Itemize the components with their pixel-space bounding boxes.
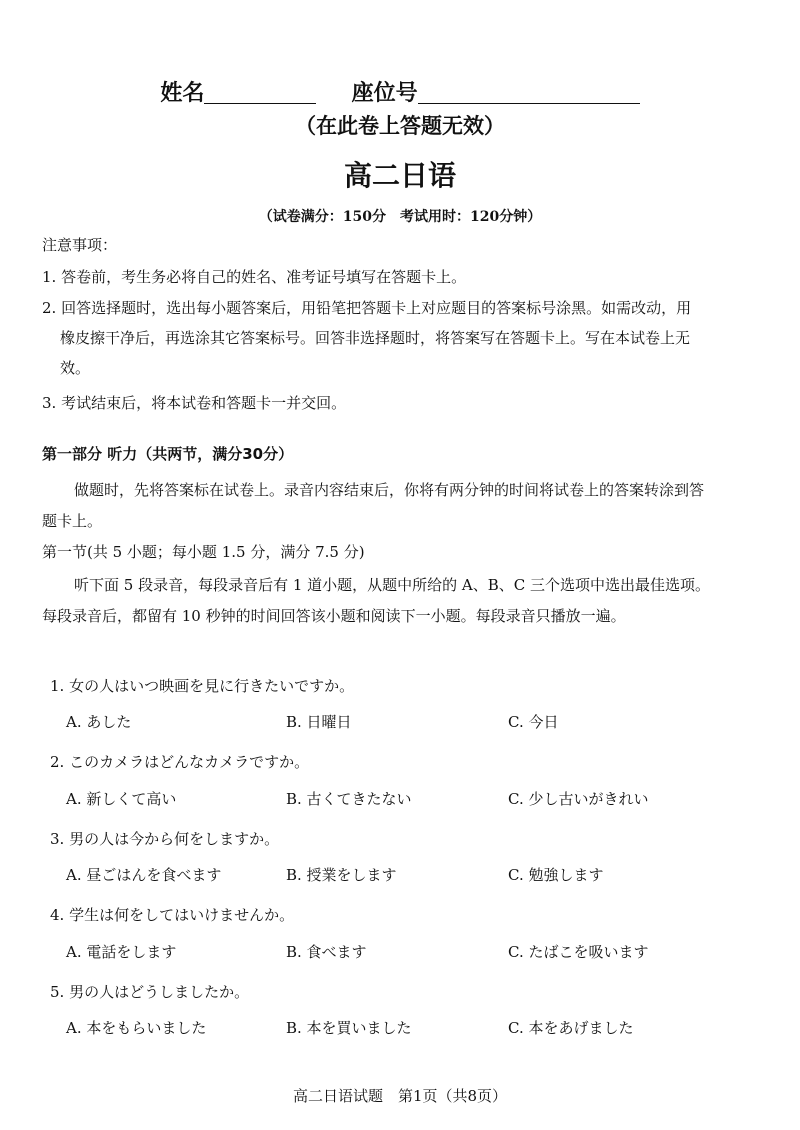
- option-b: B. 日曜日: [286, 713, 352, 731]
- notice-item-2-end: 效。: [60, 359, 91, 377]
- question-4-options: [66, 941, 766, 963]
- option-a: A. 電話をします: [66, 943, 177, 961]
- question-3: 3. 男の人は今から何をしますか。: [50, 830, 280, 848]
- option-c: C. 今日: [508, 713, 559, 731]
- option-b: B. 本を買いました: [286, 1019, 412, 1037]
- page-title: 高二日语: [343, 159, 456, 192]
- option-a: A. あした: [66, 713, 132, 731]
- option-c: C. 少し古いがきれい: [508, 790, 649, 808]
- seat-blank: [418, 81, 640, 104]
- part1-instruction-cont: 题卡上。: [42, 512, 103, 530]
- notice-item-1: 1. 答卷前，考生务必将自己的姓名、准考证号填写在答题卡上。: [42, 268, 467, 286]
- exam-info: （试卷满分：150分 考试用时：120分钟）: [258, 209, 542, 225]
- option-b: B. 食べます: [286, 943, 367, 961]
- name-blank: [204, 81, 316, 104]
- option-b: B. 授業をします: [286, 866, 397, 884]
- section-heading: 第一节(共 5 小题；每小题 1.5 分，满分 7.5 分): [42, 543, 365, 561]
- invalid-note: （在此卷上答题无效）: [295, 114, 505, 138]
- option-c: C. 本をあげました: [508, 1019, 634, 1037]
- question-3-options: [66, 864, 766, 886]
- name-label: 姓名: [160, 81, 205, 106]
- question-2: 2. このカメラはどんなカメラですか。: [50, 753, 310, 771]
- option-a: A. 新しくて高い: [66, 790, 177, 808]
- option-a: A. 昼ごはんを食べます: [66, 866, 222, 884]
- question-1-options: [66, 711, 766, 733]
- notice-item-2-cont: 橡皮擦干净后，再选涂其它答案标号。回答非选择题时，将答案写在答题卡上。写在本试卷上无: [60, 329, 691, 347]
- section-instruction-cont: 每段录音后，都留有 10 秒钟的时间回答该小题和阅读下一小题。每段录音只播放一遍。: [42, 607, 626, 625]
- option-c: C. 勉強します: [508, 866, 604, 884]
- page-footer: 高二日语试题 第1页（共8页）: [292, 1087, 508, 1105]
- part1-instruction: 做题时，先将答案标在试卷上。录音内容结束后，你将有两分钟的时间将试卷上的答案转涂到答: [74, 481, 705, 499]
- name-seat-row: [0, 76, 800, 107]
- question-2-options: [66, 788, 766, 810]
- question-5-options: [66, 1017, 766, 1039]
- section-instruction: 听下面 5 段录音，每段录音后有 1 道小题，从题中所给的 A、B、C 三个选项中选出最佳选项。: [74, 576, 711, 594]
- option-c: C. たばこを吸います: [508, 943, 649, 961]
- option-a: A. 本をもらいました: [66, 1019, 207, 1037]
- question-5: 5. 男の人はどうしましたか。: [50, 983, 250, 1001]
- question-4: 4. 学生は何をしてはいけませんか。: [50, 906, 295, 924]
- option-b: B. 古くてきたない: [286, 790, 412, 808]
- part1-heading: 第一部分 听力（共两节，满分30分）: [42, 445, 294, 463]
- notice-item-3: 3. 考试结束后，将本试卷和答题卡一并交回。: [42, 394, 347, 412]
- notice-heading: 注意事项：: [42, 236, 118, 254]
- seat-label: 座位号: [351, 81, 418, 106]
- question-1: 1. 女の人はいつ映画を見に行きたいですか。: [50, 677, 355, 695]
- notice-item-2: 2. 回答选择题时，选出每小题答案后，用铅笔把答题卡上对应题目的答案标号涂黑。如需改动，用: [42, 299, 692, 317]
